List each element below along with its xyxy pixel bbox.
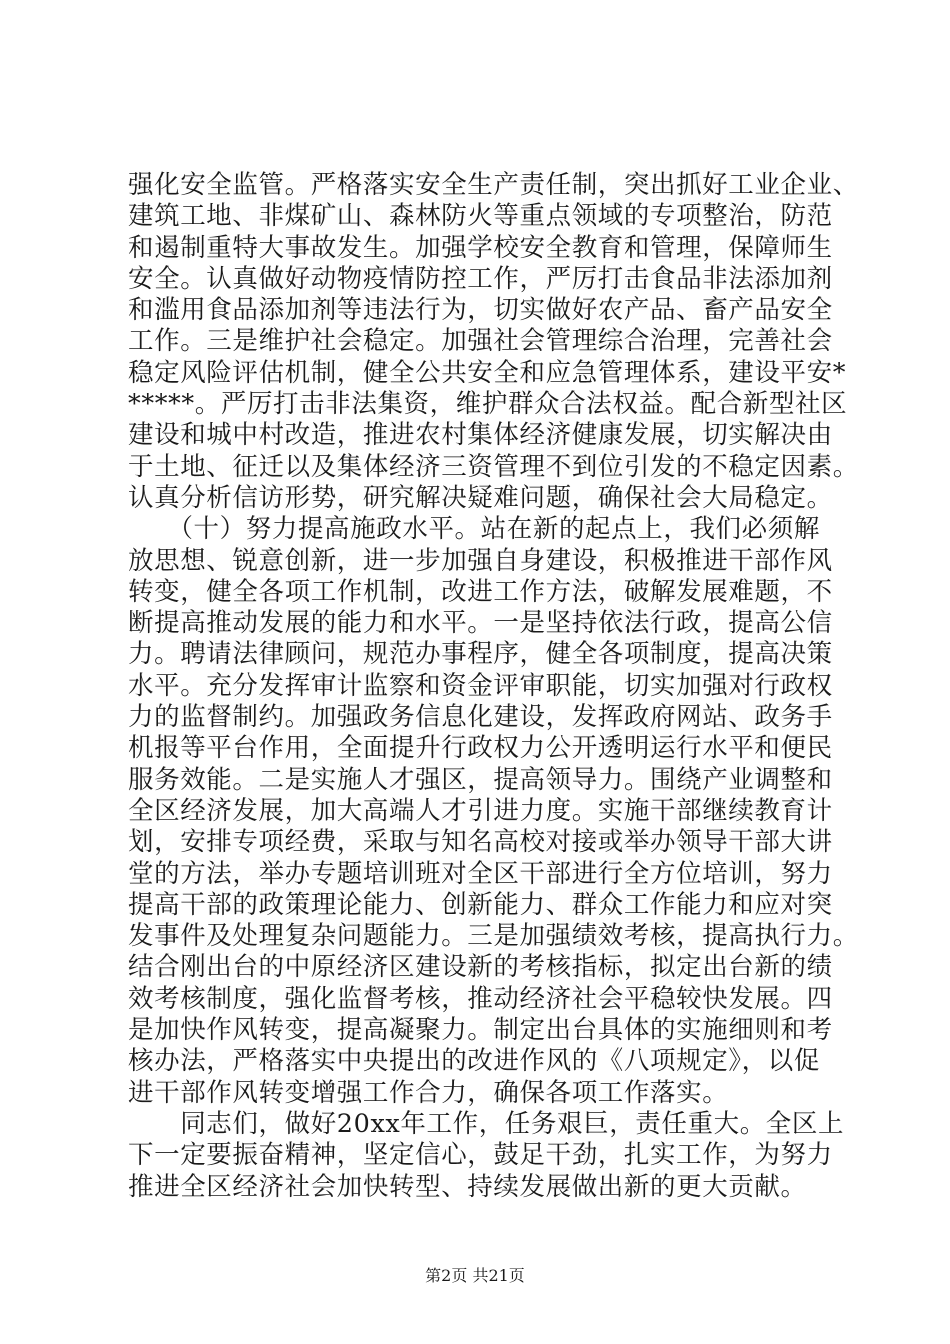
text-line: 全区经济发展，加大高端人才引进力度。实施干部继续教育计: [128, 795, 833, 826]
text-line: 强化安全监管。严格落实安全生产责任制，突出抓好工业企业、: [128, 170, 859, 200]
text-line: 建筑工地、非煤矿山、森林防火等重点领域的专项整治，防范: [128, 201, 833, 232]
text-line: 安全。认真做好动物疫情防控工作，严厉打击食品非法添加剂: [128, 263, 833, 294]
page-number-label: 第2页 共21页: [425, 1266, 525, 1285]
page-footer: [0, 1266, 950, 1286]
text-line: 断提高推动发展的能力和水平。一是坚持依法行政，提高公信: [128, 608, 833, 639]
text-line: 稳定风险评估机制，健全公共安全和应急管理体系，建设平安*: [128, 357, 847, 388]
text-line: 效考核制度，强化监督考核，推动经济社会平稳较快发展。四: [128, 983, 833, 1014]
text-line: 提高干部的政策理论能力、创新能力、群众工作能力和应对突: [128, 889, 833, 920]
text-line: 和滥用食品添加剂等违法行为，切实做好农产品、畜产品安全: [128, 295, 833, 326]
text-line: 水平。充分发挥审计监察和资金评审职能，切实加强对行政权: [128, 670, 833, 701]
text-line: 和遏制重特大事故发生。加强学校安全教育和管理，保障师生: [128, 232, 833, 263]
text-line: 同志们，做好20xx年工作，任务艰巨，责任重大。全区上: [128, 1108, 845, 1139]
document-body: [128, 170, 859, 1203]
text-line: 进干部作风转变增强工作合力，确保各项工作落实。: [128, 1077, 729, 1108]
text-line: 放思想、锐意创新，进一步加强自身建设，积极推进干部作风: [128, 545, 833, 576]
text-line: 划，安排专项经费，采取与知名高校对接或举办领导干部大讲: [128, 827, 833, 858]
text-line: 转变，健全各项工作机制，改进工作方法，破解发展难题，不: [128, 576, 833, 607]
text-line: 推进全区经济社会加快转型、持续发展做出新的更大贡献。: [128, 1171, 807, 1202]
text-line: 工作。三是维护社会稳定。加强社会管理综合治理，完善社会: [128, 326, 833, 357]
text-line: 机报等平台作用，全面提升行政权力公开透明运行水平和便民: [128, 733, 833, 764]
text-line: 发事件及处理复杂问题能力。三是加强绩效考核，提高执行力。: [128, 921, 859, 952]
text-line: 服务效能。二是实施人才强区，提高领导力。围绕产业调整和: [128, 764, 833, 795]
text-line: 堂的方法，举办专题培训班对全区干部进行全方位培训，努力: [128, 858, 833, 889]
text-line: 核办法，严格落实中央提出的改进作风的《八项规定》，以促: [128, 1046, 820, 1077]
text-line: 力。聘请法律顾问，规范办事程序，健全各项制度，提高决策: [128, 639, 833, 670]
text-line: 结合刚出台的中原经济区建设新的考核指标，拟定出台新的绩: [128, 952, 833, 983]
text-line: （十）努力提高施政水平。站在新的起点上，我们必须解: [128, 514, 820, 545]
text-line: 下一定要振奋精神，坚定信心，鼓足干劲，扎实工作，为努力: [128, 1140, 833, 1171]
text-line: *****。严厉打击非法集资，维护群众合法权益。配合新型社区: [128, 389, 848, 420]
text-line: 于土地、征迁以及集体经济三资管理不到位引发的不稳定因素。: [128, 451, 859, 482]
text-line: 力的监督制约。加强政务信息化建设，发挥政府网站、政务手: [128, 702, 833, 733]
text-line: 建设和城中村改造，推进农村集体经济健康发展，切实解决由: [128, 420, 833, 451]
text-line: 认真分析信访形势，研究解决疑难问题，确保社会大局稳定。: [128, 482, 833, 513]
text-line: 是加快作风转变，提高凝聚力。制定出台具体的实施细则和考: [128, 1015, 833, 1046]
